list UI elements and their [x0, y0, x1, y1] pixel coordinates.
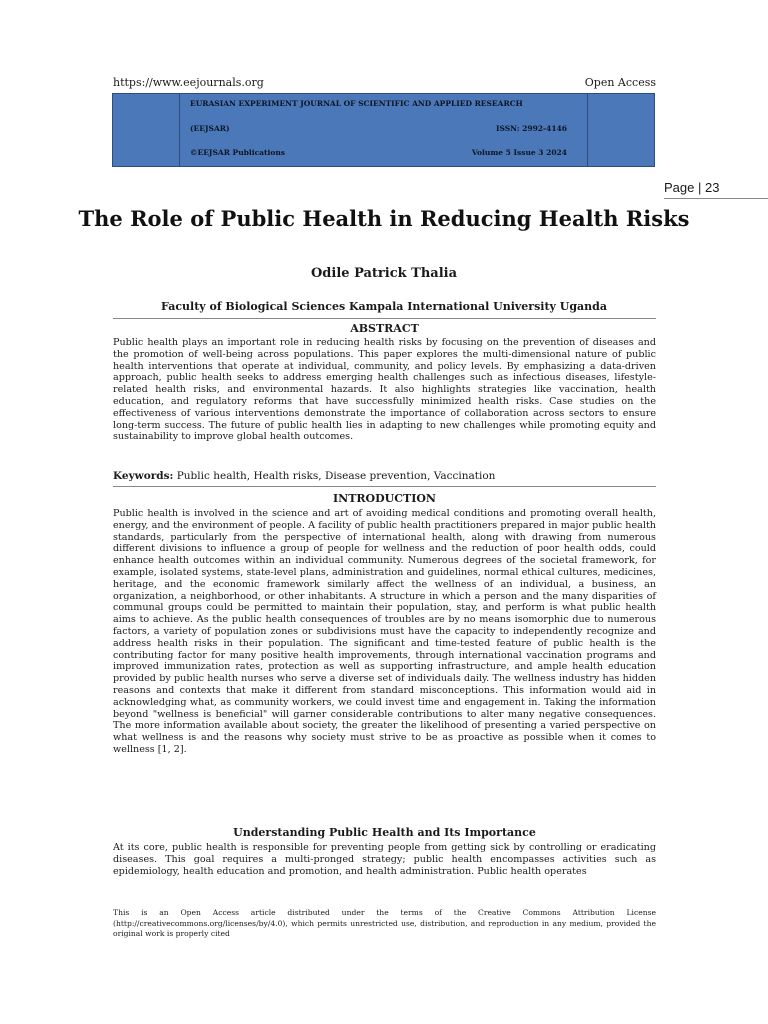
section-heading: Understanding Public Health and Its Importance — [233, 826, 536, 839]
volume-label: Volume 5 Issue 3 2024 — [471, 148, 567, 157]
banner-row-2 — [190, 124, 567, 133]
journal-url[interactable]: https://www.eejournals.org — [113, 76, 264, 89]
journal-name: EURASIAN EXPERIMENT JOURNAL OF SCIENTIFIC AND APPLIED RESEARCH — [190, 99, 523, 108]
banner-row-3 — [190, 148, 567, 157]
section-text: At its core, public health is responsible for preventing people from getting sick by controlling or eradicating diseases. This goal requires a multi-pronged strategy; public health encompasses activities such as epidemiology, health education and promotion, and health administration. Public health operates — [113, 842, 656, 877]
publisher-label: ©EEJSAR Publications — [190, 148, 286, 157]
keywords-line — [113, 470, 656, 482]
journal-banner — [112, 93, 655, 167]
page-number-text: Page | 23 — [664, 180, 720, 195]
abstract-text: Public health plays an important role in reducing health risks by focusing on the prevention of diseases and the promotion of well-being across populations. This paper explores the multi-dimensional nature of public health interventions that operate at individual, community, and policy levels. By emphasizing a data-driven approach, public health seeks to address emerging health challenges such as infectious diseases, lifestyle-related health risks, and environmental hazards. It also highlights strategies like vaccination, health education, and regulatory reforms that have successfully minimized health risks. Case studies on the effectiveness of various interventions demonstrate the importance of collaboration across sectors to ensure long-term success. The future of public health lies in adapting to new challenges while promoting equity and sustainability to improve global health outcomes. — [113, 337, 656, 443]
banner-left-block — [113, 94, 179, 166]
divider — [113, 318, 656, 319]
author-affiliation: Faculty of Biological Sciences Kampala International University Uganda — [161, 300, 607, 313]
introduction-text: Public health is involved in the science and art of avoiding medical conditions and promoting overall health, energy, and the environment of people. A facility of public health practitioners prepared in major public health standards, particularly from the perspective of international health, along with drawing from numerous different divisions to influence a group of people for wellness and the reduction of poor health odds, could enhance health outcomes within an individual community. Numerous degrees of the societal framework, for example, isolated systems, state-level plans, administration and guidelines, normal ethical cultures, medicines, heritage, and the economic framework similarly affect the wellness of an individual, a business, an organization, a neighborhood, or other inhabitants. A structure in which a person and the many disparities of communal groups could be permitted to maintain their population, stay, and perform is what public health aims to achieve. As the public health consequences of troubles are by no means isomorphic due to numerous factors, a variety of population zones or subdivisions must have the capacity to independently recognize and address health risks in their population. The significant and time-tested feature of public health is the contributing factor for many positive health improvements, through international vaccination programs and improved immunization rates, protection as well as supporting infrastructure, and ample health education provided by public health nurses who serve a diverse set of individuals daily. The wellness industry has hidden reasons and contexts that make it different from standard misconceptions. This information would aid in acknowledging what, as community workers, we could invest time and engagement in. Taking the information beyond "wellness is beneficial" will garner considerable contributions to alter many negative consequences. The more information available about society, the greater the likelihood of presenting a varied perspective on what wellness is and the reasons why society must strive to be as proactive as possible when it comes to wellness [1, 2]. — [113, 508, 656, 755]
license-footer: This is an Open Access article distributed under the terms of the Creative Commons Attribution License (http://creativecommons.org/licenses/by/4.0), which permits unrestricted use, distribution, and reproduction in any medium, provided the original work is properly cited — [113, 908, 656, 938]
divider — [113, 486, 656, 487]
introduction-heading: INTRODUCTION — [333, 492, 436, 505]
page-number — [664, 180, 768, 195]
open-access-label: Open Access — [584, 76, 656, 89]
banner-right-block — [588, 94, 654, 166]
journal-issn: ISSN: 2992-4146 — [495, 124, 567, 133]
banner-center-block — [179, 94, 588, 166]
author-name: Odile Patrick Thalia — [310, 266, 458, 281]
keywords-text: Public health, Health risks, Disease prevention, Vaccination — [176, 470, 496, 482]
journal-abbrev: (EEJSAR) — [190, 124, 230, 133]
abstract-heading: ABSTRACT — [350, 322, 419, 335]
page-number-rule — [664, 198, 768, 199]
paper-title: The Role of Public Health in Reducing Health Risks — [78, 206, 690, 231]
keywords-label: Keywords: — [113, 470, 174, 482]
